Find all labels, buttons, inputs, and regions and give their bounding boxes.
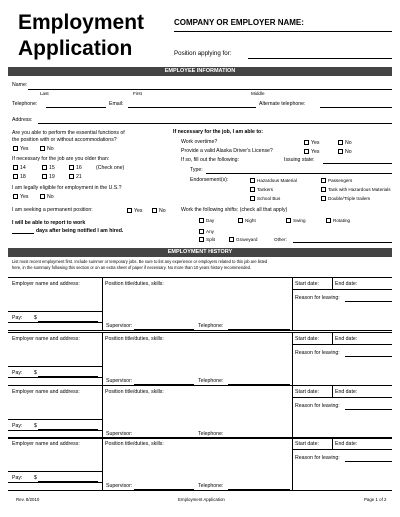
history-divider [332, 332, 333, 344]
address-line[interactable] [38, 123, 392, 124]
shift-night-label: Night [245, 217, 256, 223]
pay-dollar-sign: $ [34, 315, 37, 321]
position-line[interactable] [248, 58, 392, 59]
history-telephone-label: Telephone: [198, 323, 224, 329]
history-telephone-label: Telephone: [198, 431, 224, 437]
pay-bottom-rule [8, 430, 102, 431]
eligible-yes-checkbox[interactable] [13, 194, 18, 199]
reason-leaving-label: Reason for leaving: [295, 295, 340, 301]
age-15-checkbox[interactable] [42, 165, 47, 170]
pay-label: Pay: [12, 370, 23, 376]
pay-rule [8, 471, 102, 472]
history-intro-line2: here, in the summary following this section or on an extra sheet of paper if necessary. No more than 10 years history recommended. [12, 265, 252, 270]
functions-no-checkbox[interactable] [40, 146, 45, 151]
shift-swing-label: Swing [293, 217, 306, 223]
eligible-yes-label: Yes [20, 193, 29, 200]
name-first-caption: First [133, 91, 142, 96]
permanent-yes-checkbox[interactable] [127, 208, 132, 213]
permanent-no-label: No [159, 207, 166, 214]
pay-dollar-sign: $ [34, 370, 37, 376]
shift-rotating-checkbox[interactable] [326, 218, 331, 223]
name-middle-caption: Middle [251, 91, 265, 96]
pay-bottom-rule [8, 482, 102, 483]
shift-rotating-label: Rotating [333, 217, 351, 223]
history-divider [102, 277, 103, 330]
shift-swing-checkbox[interactable] [286, 218, 291, 223]
shift-other-line[interactable] [293, 242, 392, 243]
supervisor-label: Supervisor: [106, 431, 133, 437]
telephone-line[interactable] [46, 107, 106, 108]
age-15-label: 15 [49, 164, 55, 171]
license-no-label: No [345, 148, 352, 155]
age-18-label: 18 [20, 173, 26, 180]
pay-bottom-rule [8, 377, 102, 378]
supervisor-label: Supervisor: [106, 323, 133, 329]
q-older-label: If necessary for the job are you older than: [12, 156, 110, 162]
reason-leaving-line[interactable] [345, 409, 392, 410]
dates-rule [292, 344, 392, 345]
history-block-bottom-rule [8, 490, 392, 491]
report-days-line[interactable] [12, 233, 34, 234]
employer-label: Employer name and address: [12, 441, 80, 447]
shifts-label: Work the following shifts: (check all that apply) [181, 207, 288, 213]
start-date-label: Start date: [295, 281, 319, 287]
history-block-bottom-rule [8, 438, 392, 439]
history-divider [332, 437, 333, 449]
form-title-line1: Employment [18, 11, 145, 34]
telephone-label: Telephone: [12, 101, 38, 107]
history-divider [332, 277, 333, 289]
issuing-state-label: Issuing state: [284, 157, 315, 163]
age-14-label: 14 [20, 164, 26, 171]
start-date-label: Start date: [295, 441, 319, 447]
endorse-schoolbus-checkbox[interactable] [250, 196, 255, 201]
reason-leaving-label: Reason for leaving: [295, 350, 340, 356]
shift-night-checkbox[interactable] [238, 218, 243, 223]
shift-other-label: Other: [274, 236, 287, 242]
dates-rule [292, 289, 392, 290]
history-block-top-rule [8, 385, 392, 386]
shift-day-label: Day [206, 217, 215, 223]
license-yes-checkbox[interactable] [304, 149, 309, 154]
supervisor-label: Supervisor: [106, 378, 133, 384]
eligible-no-label: No [47, 193, 54, 200]
endorse-hazmat-label: Hazardous Material [257, 177, 297, 183]
end-date-label: End date: [335, 281, 358, 287]
footer-title: Employment Application [178, 497, 225, 502]
pay-bottom-rule [8, 322, 102, 323]
report-line1: I will be able to report to work [12, 220, 86, 226]
reason-leaving-line[interactable] [345, 461, 392, 462]
company-label: COMPANY OR EMPLOYER NAME: [174, 18, 304, 27]
history-divider [292, 385, 293, 438]
employment-history-bar: EMPLOYMENT HISTORY [8, 248, 392, 257]
footer-revision: Rev. 8/2010 [16, 497, 40, 502]
position-duties-label: Position title/duties, skills: [105, 336, 164, 342]
license-no-checkbox[interactable] [338, 149, 343, 154]
history-divider [102, 385, 103, 438]
endorse-passengers-label: Passengers [328, 177, 353, 183]
history-block-top-rule [8, 332, 392, 333]
pay-label: Pay: [12, 475, 23, 481]
form-title-line2: Application [18, 37, 133, 60]
age-16-label: 16 [76, 164, 82, 171]
report-line2: days after being notified I am hired. [36, 228, 124, 234]
name-label: Name: [12, 82, 28, 88]
endorse-tank-hazmat-checkbox[interactable] [321, 187, 326, 192]
history-telephone-label: Telephone: [198, 378, 224, 384]
functions-yes-label: Yes [20, 145, 29, 152]
start-date-label: Start date: [295, 389, 319, 395]
pay-rule [8, 419, 102, 420]
license-yes-label: Yes [311, 148, 320, 155]
name-last-caption: Last [40, 91, 49, 96]
history-divider [292, 332, 293, 385]
pay-label: Pay: [12, 423, 23, 429]
check-one-note: (Check one) [96, 164, 125, 171]
issuing-state-line[interactable] [323, 163, 392, 164]
history-block-top-rule [8, 437, 392, 438]
supervisor-label: Supervisor: [106, 483, 133, 489]
shift-split-label: Split [206, 236, 215, 242]
history-intro-line1: List most recent employment first. Include summer or temporary jobs. Be sure to list any experience or employers related to this job are listed [12, 259, 268, 264]
address-label: Address: [12, 117, 33, 123]
history-telephone-label: Telephone: [198, 483, 224, 489]
pay-rule [8, 311, 102, 312]
q-permanent-label: I am seeking a permanent position: [12, 207, 93, 213]
functions-yes-checkbox[interactable] [13, 146, 18, 151]
overtime-label: Work overtime? [181, 139, 218, 145]
endorse-tankers-label: Tankers [257, 186, 274, 192]
functions-no-label: No [47, 145, 54, 152]
age-19-label: 19 [49, 173, 55, 180]
endorse-tank-hazmat-label: Tank with Hazardous Materials [328, 186, 391, 192]
shift-day-checkbox[interactable] [199, 218, 204, 223]
footer-page: Page 1 of 2 [364, 497, 387, 502]
endorse-hazmat-checkbox[interactable] [250, 178, 255, 183]
start-date-label: Start date: [295, 336, 319, 342]
employee-info-bar: EMPLOYEE INFORMATION [8, 67, 392, 76]
employer-label: Employer name and address: [12, 281, 80, 287]
eligible-no-checkbox[interactable] [40, 194, 45, 199]
alt-telephone-label: Alternate telephone: [259, 101, 306, 107]
end-date-label: End date: [335, 336, 358, 342]
history-block-bottom-rule [8, 330, 392, 331]
age-21-checkbox[interactable] [69, 174, 74, 179]
company-name-line[interactable] [174, 31, 392, 32]
shift-graveyard-label: Graveyard [236, 236, 258, 242]
permanent-yes-label: Yes [134, 207, 143, 214]
age-16-checkbox[interactable] [69, 165, 74, 170]
endorsements-label: Endorsement(s): [190, 177, 229, 183]
endorse-tankers-checkbox[interactable] [250, 187, 255, 192]
history-divider [332, 385, 333, 397]
age-18-checkbox[interactable] [13, 174, 18, 179]
shift-split-checkbox[interactable] [199, 237, 204, 242]
pay-dollar-sign: $ [34, 475, 37, 481]
end-date-label: End date: [335, 389, 358, 395]
end-date-label: End date: [335, 441, 358, 447]
endorse-passengers-checkbox[interactable] [321, 178, 326, 183]
name-line[interactable] [28, 89, 392, 90]
endorse-double-triple-label: Double/Triple trailers [328, 195, 371, 201]
if-necessary-label: If necessary for the job, I am able to: [173, 129, 263, 135]
reason-leaving-label: Reason for leaving: [295, 403, 340, 409]
endorse-double-triple-checkbox[interactable] [321, 196, 326, 201]
shift-any-label: Any [206, 228, 214, 234]
type-line[interactable] [206, 173, 392, 174]
alt-telephone-line[interactable] [320, 107, 392, 108]
age-19-checkbox[interactable] [42, 174, 47, 179]
overtime-no-checkbox[interactable] [338, 140, 343, 145]
history-divider [102, 437, 103, 490]
pay-label: Pay: [12, 315, 23, 321]
shift-graveyard-checkbox[interactable] [229, 237, 234, 242]
position-duties-label: Position title/duties, skills: [105, 389, 164, 395]
history-block-top-rule [8, 277, 392, 278]
shift-any-checkbox[interactable] [199, 229, 204, 234]
q-functions-line2: the position with or without accommodations? [12, 137, 117, 143]
position-duties-label: Position title/duties, skills: [105, 441, 164, 447]
endorse-schoolbus-label: School Bus [257, 195, 281, 201]
age-14-checkbox[interactable] [13, 165, 18, 170]
reason-leaving-line[interactable] [345, 356, 392, 357]
q-eligible-label: I am legally eligible for employment in the U.S.? [12, 185, 122, 191]
history-divider [102, 332, 103, 385]
reason-leaving-line[interactable] [345, 301, 392, 302]
history-divider [292, 437, 293, 490]
overtime-no-label: No [345, 139, 352, 146]
employer-label: Employer name and address: [12, 389, 80, 395]
reason-leaving-label: Reason for leaving: [295, 455, 340, 461]
overtime-yes-checkbox[interactable] [304, 140, 309, 145]
history-divider [292, 277, 293, 330]
position-label: Position applying for: [174, 50, 232, 57]
license-label: Provide a valid Alaska Driver's License? [181, 148, 273, 154]
age-21-label: 21 [76, 173, 82, 180]
email-label: Email: [109, 101, 124, 107]
dates-rule [292, 449, 392, 450]
q-functions-line1: Are you able to perform the essential functions of [12, 130, 125, 136]
email-line[interactable] [128, 107, 256, 108]
overtime-yes-label: Yes [311, 139, 320, 146]
permanent-no-checkbox[interactable] [152, 208, 157, 213]
pay-rule [8, 366, 102, 367]
employer-label: Employer name and address: [12, 336, 80, 342]
fill-following-label: If so, fill out the following: [181, 157, 239, 163]
type-label: Type: [190, 167, 203, 173]
position-duties-label: Position title/duties, skills: [105, 281, 164, 287]
dates-rule [292, 397, 392, 398]
pay-dollar-sign: $ [34, 423, 37, 429]
